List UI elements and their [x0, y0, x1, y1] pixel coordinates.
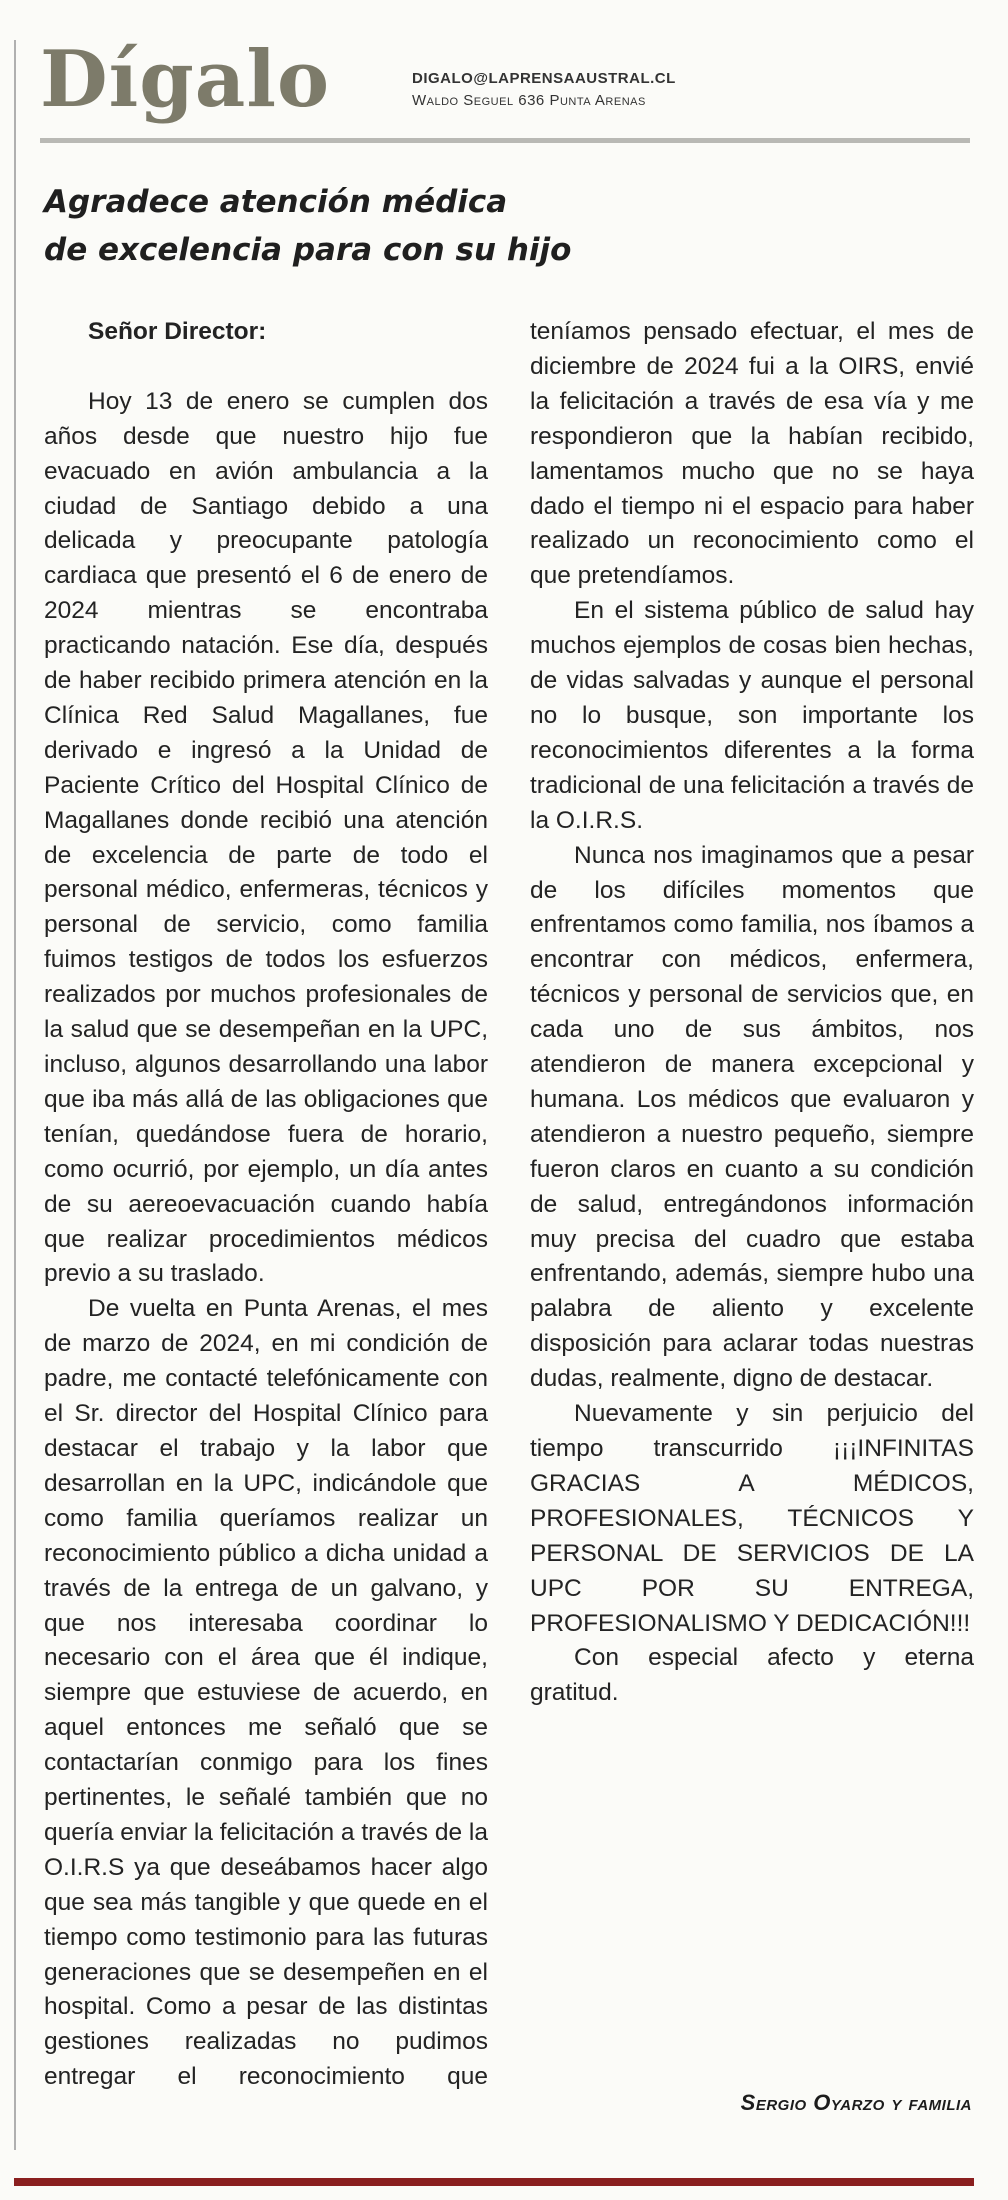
body-paragraph-1: Hoy 13 de enero se cumplen dos años desde que nuestro hijo fue evacuado en avión ambulancia a la ciudad de Santiago debido a una delicada y preocupante patología cardiaca que presentó el 6 de enero de 2024 mientras se encontraba practicando natación. Ese día, después de haber recibido primera atención en la Clínica Red Salud Magallanes, fue derivado e ingresó a la Unidad de Paciente Crítico del Hospital Clínico de Magallanes donde recibió una atención de excelencia de parte de todo el personal médico, enfermeras, técnicos y personal de servicio, como familia fuimos testigos de todos los esfuerzos realizados por muchos profesionales de la salud que se desempeñan en la UPC, incluso, algunos desarrollando una labor que iba más allá de las obligaciones que tenían, quedándose fuera de horario, como ocurrió, por ejemplo, un día antes de su aereoevacuación cuando había que realizar procedimientos médicos previo a su traslado. [44, 387, 488, 1288]
left-margin-rule [14, 40, 16, 2150]
section-title: Dígalo [40, 34, 331, 125]
masthead [40, 30, 970, 140]
masthead-rule [40, 138, 970, 143]
body-paragraph-5: Nuevamente y sin perjuicio del tiempo transcurrido ¡¡¡INFINITAS GRACIAS A MÉDICOS, PROFESIONALES, TÉCNICOS Y PERSONAL DE SERVICIOS DE LA UPC POR SU ENTREGA, PROFESIONALISMO Y DEDICACIÓN!!! [530, 1400, 974, 1637]
body-paragraph-6: Con especial afecto y eterna gratitud. [530, 1644, 974, 1707]
contact-email: DIGALO@LAPRENSAAUSTRAL.CL [412, 70, 676, 87]
headline-line-2: de excelencia para con su hijo [44, 232, 572, 268]
body-paragraph-4: Nunca nos imaginamos que a pesar de los difíciles momentos que enfrentamos como familia, nos íbamos a encontrar con médicos, enfermera, técnicos y personal de servicios que, en cada uno de sus ámbitos, nos atendieron de manera excepcional y humana. Los médicos que evaluaron y atendieron a nuestro pequeño, siempre fueron claros en cuanto a su condición de salud, entregándonos información muy precisa del cuadro que estaba enfrentando, además, siempre hubo una palabra de aliento y excelente disposición para aclarar todas nuestras dudas, realmente, digno de destacar. [530, 841, 974, 1393]
headline-line-1: Agradece atención médica [44, 184, 508, 220]
body-paragraph-3: En el sistema público de salud hay muchos ejemplos de cosas bien hechas, de vidas salvadas y aunque el personal no lo busque, son importante los reconocimientos diferentes a la forma tradicional de una felicitación a través de la O.I.R.S. [530, 597, 974, 834]
salutation: Señor Director: [88, 318, 267, 345]
letter-body [44, 315, 974, 2125]
letter-signature: Sergio Oyarzo y familia [740, 2090, 972, 2115]
contact-block [412, 68, 676, 112]
body-paragraph-2: De vuelta en Punta Arenas, el mes de marzo de 2024, en mi condición de padre, me contacté telefónicamente con el Sr. director del Hospital Clínico para destacar el trabajo y la labor que desarrollan en la UPC, indicándole que como familia queríamos realizar un reconocimiento público a dicha unidad a través de la entrega de un galvano, y que nos interesaba coordinar lo necesario con el área que él indique, siempre que estuviese de acuerdo, en aquel entonces me señaló que se contactarían conmigo para los fines pertinentes, le señalé también que no quería enviar la felicitación a través de la O.I.R.S ya que deseábamos hacer algo que sea más tangible y que quede en el tiempo como testimonio para las futuras generaciones que se desempeñen en el hospital. Como a pesar de las distintas gestiones realizadas no pudimos entregar el reconocimiento que teníamos pensado efectuar, el mes de diciembre de 2024 fui a la OIRS, envié la felicitación a través de esa vía y me respondieron que la habían recibido, lamentamos mucho que no se haya dado el tiempo ni el espacio para haber realizado un reconocimiento como el que pretendíamos. [44, 318, 974, 2091]
bottom-rule [14, 2178, 974, 2186]
contact-address: Waldo Seguel 636 Punta Arenas [412, 92, 646, 109]
letter-headline [44, 178, 744, 274]
